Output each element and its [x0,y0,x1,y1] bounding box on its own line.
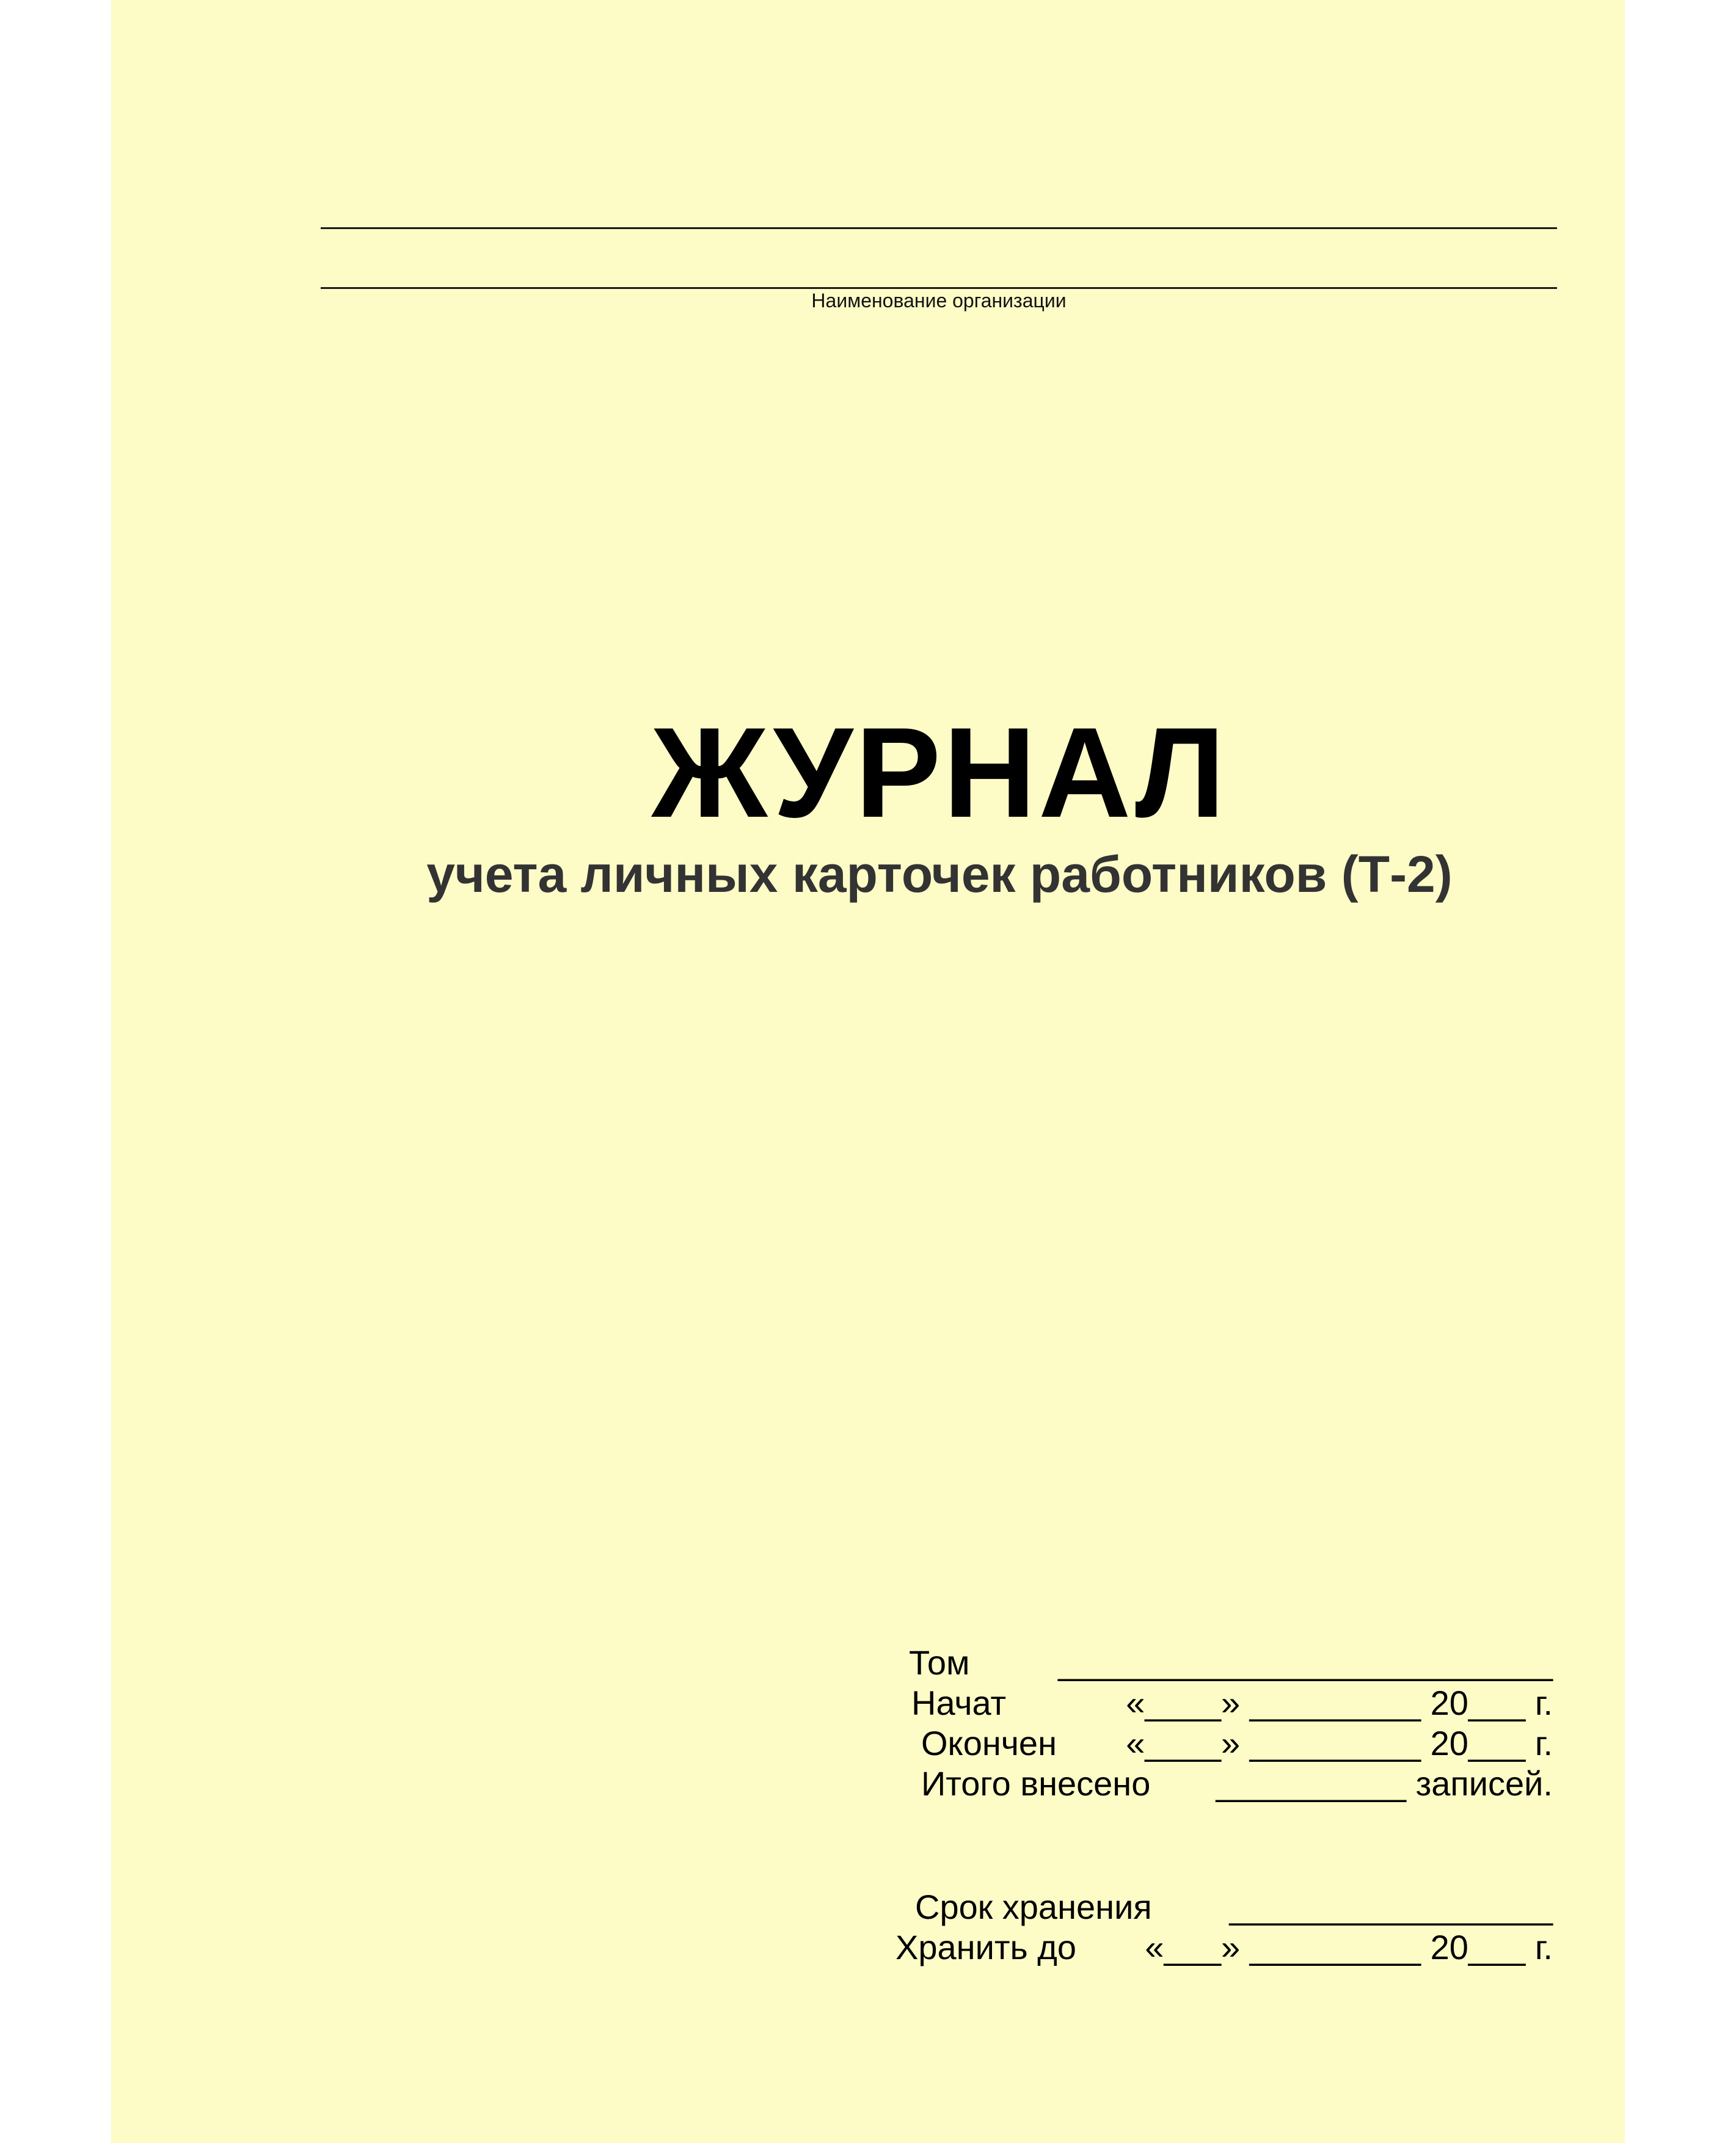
storage-blank: _________________ [1229,1888,1553,1926]
keep-until-label: Хранить до [895,1928,1077,1966]
volume-row [905,1642,1553,1684]
started-date-blank: «____» _________ 20___ г. [1126,1684,1553,1722]
started-label: Начат [911,1684,1007,1722]
organization-name-line-1 [321,227,1557,229]
organization-name-line-2 [321,287,1557,289]
total-label: Итого внесено [921,1764,1151,1803]
total-records-blank: __________ записей. [1216,1764,1553,1803]
ended-date-blank: «____» _________ 20___ г. [1126,1724,1553,1762]
volume-label: Том [909,1643,970,1682]
organization-caption: Наименование организации [811,290,1067,312]
started-row [905,1682,1553,1724]
storage-label: Срок хранения [915,1888,1152,1926]
ended-label: Окончен [921,1724,1057,1762]
ended-row [905,1723,1553,1764]
volume-blank: __________________________ [1058,1643,1553,1682]
total-row [905,1763,1553,1805]
journal-cover [111,0,1625,2143]
storage-row [905,1886,1553,1928]
journal-subtitle: учета личных карточек работников (Т-2) [426,845,1453,903]
keep-until-row [895,1927,1553,1968]
keep-until-date-blank: «___» _________ 20___ г. [1145,1928,1553,1966]
journal-title: ЖУРНАЛ [651,701,1228,844]
